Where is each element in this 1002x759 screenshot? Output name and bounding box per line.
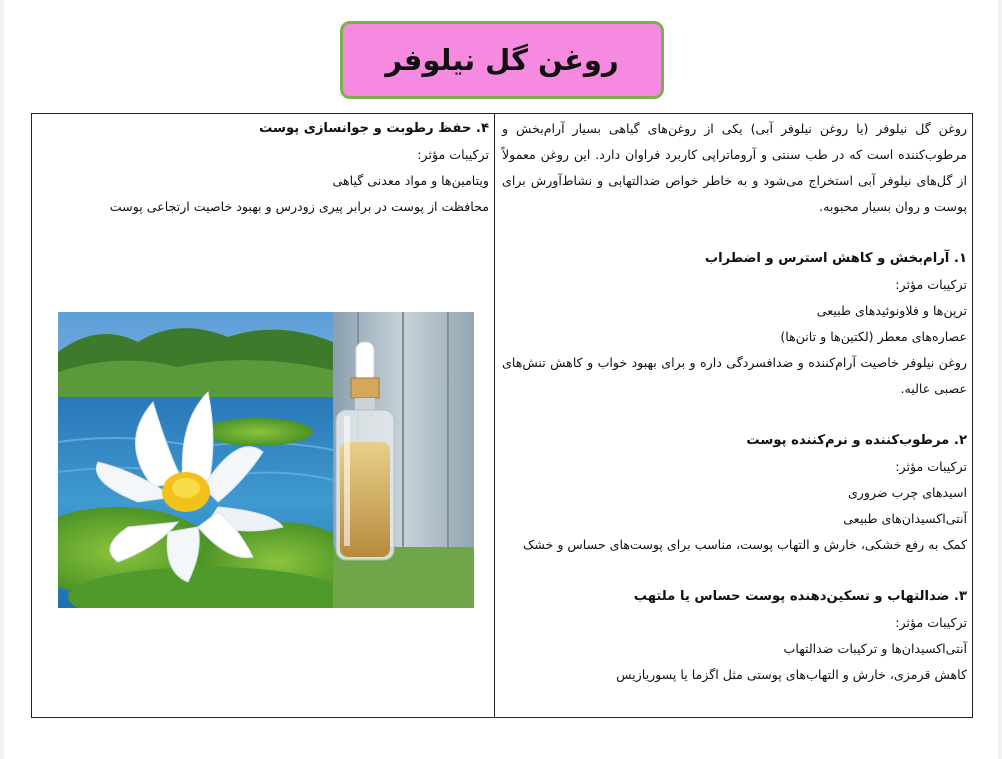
page-title: روغن گل نیلوفر — [385, 43, 619, 77]
section-2-item-1: اسیدهای چرب ضروری — [847, 485, 967, 500]
water-lily-oil-image — [58, 312, 474, 608]
column-divider — [494, 114, 495, 717]
right-column — [502, 116, 967, 688]
section-3-compounds-label: ترکیبات مؤثر: — [895, 615, 967, 630]
section-4-item-1: ویتامین‌ها و مواد معدنی گیاهی — [332, 173, 489, 188]
section-1-heading: ۱. آرام‌بخش و کاهش استرس و اضطراب — [704, 251, 967, 266]
intro-paragraph: روغن گل نیلوفر (یا روغن نیلوفر آبی) یکی از روغن‌های گیاهی بسیار آرام‌بخش و مرطوب‌کننده است که در طب سنتی و آروماتراپی کاربرد فراوان دارد. این روغن معمولاً از گل‌های نیلوفر آبی استخراج می‌شود و به خاطر خواص ضدالتهابی و نشاط‌آورش برای پوست و روان بسیار محبوبه. — [502, 121, 967, 214]
section-2-heading: ۲. مرطوب‌کننده و نرم‌کننده پوست — [746, 433, 967, 448]
section-2-compounds-label: ترکیبات مؤثر: — [895, 459, 967, 474]
section-1-compounds-label: ترکیبات مؤثر: — [895, 277, 967, 292]
section-2-item-2: آنتی‌اکسیدان‌های طبیعی — [843, 511, 967, 526]
section-4-description: محافظت از پوست در برابر پیری زودرس و بهبود خاصیت ارتجاعی پوست — [109, 199, 489, 214]
section-1-item-1: ترپن‌ها و فلاونوئیدهای طبیعی — [816, 303, 967, 318]
document-page — [4, 0, 998, 759]
section-4-heading: ۴. حفظ رطوبت و جوانسازی پوست — [259, 121, 489, 136]
title-banner — [340, 21, 664, 99]
section-4-compounds-label: ترکیبات مؤثر: — [417, 147, 489, 162]
section-1-description: روغن نیلوفر خاصیت آرام‌کننده و ضدافسردگی داره و برای بهبود خواب و کاهش تنش‌های عصبی عالیه. — [502, 355, 967, 396]
section-3-heading: ۳. ضدالتهاب و تسکین‌دهنده پوست حساس یا ملتهب — [633, 589, 967, 604]
content-table — [31, 113, 973, 718]
section-1-item-2: عصاره‌های معطر (لکتین‌ها و تانن‌ها) — [780, 329, 967, 344]
section-3-item-1: آنتی‌اکسیدان‌ها و ترکیبات ضدالتهاب — [783, 641, 967, 656]
section-3-description: کاهش قرمزی، خارش و التهاب‌های پوستی مثل اگزما یا پسوریازیس — [616, 667, 967, 682]
left-column — [44, 116, 489, 220]
section-2-description: کمک به رفع خشکی، خارش و التهاب پوست، مناسب برای پوست‌های حساس و خشک — [523, 537, 967, 552]
